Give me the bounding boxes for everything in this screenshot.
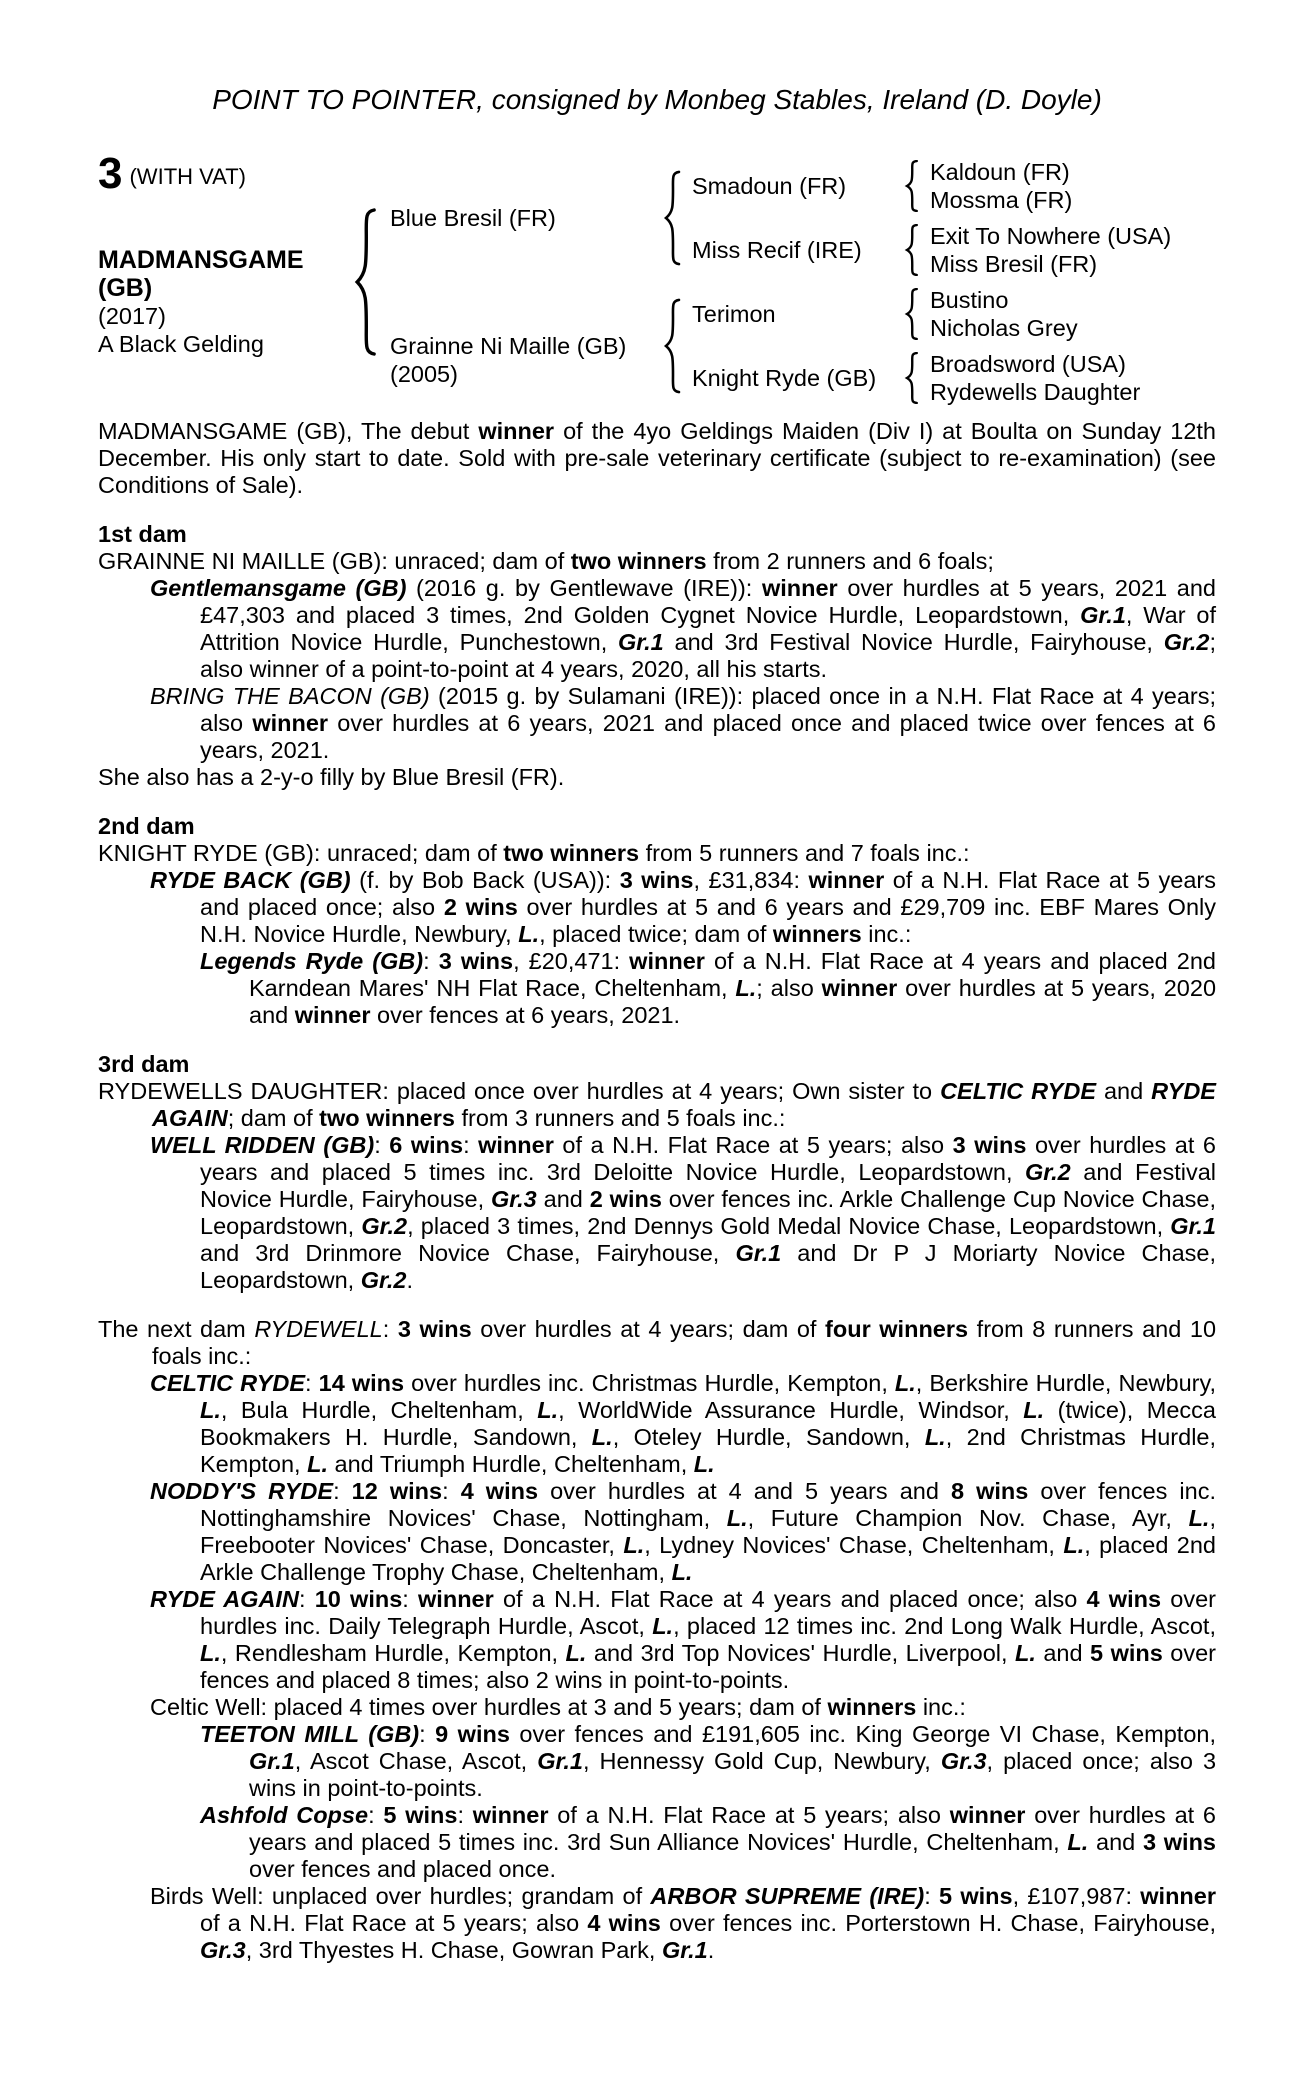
catalogue-paragraph: Ashfold Copse: 5 wins: winner of a N.H. Flat Race at 5 years; also winner over hurdles at 6 years and placed 5 times inc. 3rd Sun Alliance Novices' Hurdle, Cheltenham, L. and 3 wins over fences and placed once. (200, 1802, 1217, 1882)
catalogue-paragraph: RYDEWELLS DAUGHTER: placed once over hurdles at 4 years; Own sister to CELTIC RYDE and RYDE AGAIN; dam of two winners from 3 runners and 5 foals inc.: (98, 1078, 1216, 1131)
catalogue-paragraph: The next dam RYDEWELL: 3 wins over hurdles at 4 years; dam of four winners from 8 runners and 10 foals inc.: (98, 1316, 1217, 1369)
catalogue-paragraph: RYDE BACK (GB) (f. by Bob Back (USA)): 3 wins, £31,834: winner of a N.H. Flat Race at 5 years and placed once; also 2 wins over hurdles at 5 and 6 years and £29,709 inc. EBF Mares Only N.H. Novice Hurdle, Newbury, L., placed twice; dam of winners inc.: (150, 867, 1216, 947)
catalogue-paragraph: BRING THE BACON (GB) (2015 g. by Sulamani (IRE)): placed once in a N.H. Flat Race at 4 years; also winner over hurdles at 6 years, 2021 and placed once and placed twice over fences at 6 years, 2021. (150, 683, 1217, 763)
lot-block (98, 149, 246, 198)
catalogue-paragraph: Birds Well: unplaced over hurdles; grandam of ARBOR SUPREME (IRE): 5 wins, £107,987: winner of a N.H. Flat Race at 5 years; also 4 wins over fences inc. Porterstown H. Chase, Fairyhouse, Gr.3, 3rd Thyestes H. Chase, Gowran Park, Gr.1. (150, 1883, 1216, 1963)
pedigree-grandsire-maternal: Terimon (692, 301, 776, 327)
pedigree-ancestor: Bustino (930, 287, 1009, 313)
catalogue-paragraph: KNIGHT RYDE (GB): unraced; dam of two winners from 5 runners and 7 foals inc.: (98, 840, 970, 866)
catalogue-body (98, 418, 1216, 1964)
pedigree-sire: Blue Bresil (FR) (390, 205, 556, 231)
horse-name: MADMANSGAME (GB) (98, 246, 304, 302)
pedigree-ancestor: Mossma (FR) (930, 187, 1073, 213)
pedigree-dam-year: (2005) (390, 361, 458, 387)
horse-year: (2017) (98, 303, 166, 329)
sire-brace-icon (662, 170, 682, 266)
pedigree-ancestor: Broadsword (USA) (930, 351, 1126, 377)
pedigree-table (98, 150, 1216, 408)
great-grandparent-brace-icon (904, 160, 919, 212)
pedigree-grandsire-paternal: Smadoun (FR) (692, 173, 847, 199)
catalogue-paragraph: WELL RIDDEN (GB): 6 wins: winner of a N.H. Flat Race at 5 years; also 3 wins over hurdles at 6 years and placed 5 times inc. 3rd Deloitte Novice Hurdle, Leopardstown, Gr.2 and Festival Novice Hurdle, Fairyhouse, Gr.3 and 2 wins over fences inc. Arkle Challenge Cup Novice Chase, Leopardstown, Gr.2, placed 3 times, 2nd Dennys Gold Medal Novice Chase, Leopardstown, Gr.1 and 3rd Drinmore Novice Chase, Fairyhouse, Gr.1 and Dr P J Moriarty Novice Chase, Leopardstown, Gr.2. (150, 1132, 1216, 1293)
lot-number: 3 (98, 149, 123, 198)
catalogue-paragraph: RYDE AGAIN: 10 wins: winner of a N.H. Flat Race at 4 years and placed once; also 4 wins over hurdles inc. Daily Telegraph Hurdle, Ascot, L., placed 12 times inc. 2nd Long Walk Hurdle, Ascot, L., Rendlesham Hurdle, Kempton, L. and 3rd Top Novices' Hurdle, Liverpool, L. and 5 wins over fences and placed 8 times; also 2 wins in point-to-points. (150, 1586, 1216, 1693)
catalogue-paragraph: GRAINNE NI MAILLE (GB): unraced; dam of two winners from 2 runners and 6 foals; (98, 548, 994, 574)
pedigree-ancestor: Exit To Nowhere (USA) (930, 223, 1172, 249)
pedigree-great-grandparents-pair (930, 158, 1072, 214)
catalogue-paragraph: She also has a 2-y-o filly by Blue Bresil (FR). (98, 764, 565, 790)
great-grandparent-brace-icon (904, 224, 919, 276)
pedigree-ancestor: Rydewells Daughter (930, 379, 1141, 405)
pedigree-ancestor: Kaldoun (FR) (930, 159, 1070, 185)
vat-note: (WITH VAT) (129, 164, 246, 189)
horse-description: A Black Gelding (98, 331, 264, 357)
catalogue-paragraph: MADMANSGAME (GB), The debut winner of the 4yo Geldings Maiden (Div I) at Boulta on Sunday 12th December. His only start to date. Sold with pre-sale veterinary certificate (subject to re-examination) (see Conditions of Sale). (98, 418, 1217, 498)
dam-brace-icon (662, 298, 682, 394)
great-grandparent-brace-icon (904, 352, 919, 404)
pedigree-dam (390, 332, 626, 388)
catalogue-paragraph: Gentlemansgame (GB) (2016 g. by Gentlewave (IRE)): winner over hurdles at 5 years, 2021 and £47,303 and placed 3 times, 2nd Golden Cygnet Novice Hurdle, Leopardstown, Gr.1, War of Attrition Novice Hurdle, Punchestown, Gr.1 and 3rd Festival Novice Hurdle, Fairyhouse, Gr.2; also winner of a point-to-point at 4 years, 2020, all his starts. (150, 575, 1217, 682)
horse-block (98, 246, 338, 358)
catalogue-paragraph: CELTIC RYDE: 14 wins over hurdles inc. Christmas Hurdle, Kempton, L., Berkshire Hurdle, Newbury, L., Bula Hurdle, Cheltenham, L., WorldWide Assurance Hurdle, Windsor, L. (twice), Mecca Bookmakers H. Hurdle, Sandown, L., Oteley Hurdle, Sandown, L., 2nd Christmas Hurdle, Kempton, L. and Triumph Hurdle, Cheltenham, L. (150, 1370, 1217, 1477)
pedigree-granddam-maternal: Knight Ryde (GB) (692, 365, 877, 391)
pedigree-great-grandparents-pair (930, 350, 1140, 406)
pedigree-great-grandparents-pair (930, 222, 1171, 278)
catalogue-paragraph: Celtic Well: placed 4 times over hurdles at 3 and 5 years; dam of winners inc.: (150, 1694, 966, 1720)
catalogue-paragraph: NODDY'S RYDE: 12 wins: 4 wins over hurdles at 4 and 5 years and 8 wins over fences inc. Nottinghamshire Novices' Chase, Nottingham, L., Future Champion Nov. Chase, Ayr, L., Freebooter Novices' Chase, Doncaster, L., Lydney Novices' Chase, Cheltenham, L., placed 2nd Arkle Challenge Trophy Chase, Cheltenham, L. (150, 1478, 1217, 1585)
pedigree-dam-name: Grainne Ni Maille (GB) (390, 333, 627, 359)
pedigree-great-grandparents-pair (930, 286, 1078, 342)
dam-section-heading: 3rd dam (98, 1051, 190, 1077)
pedigree-ancestor: Nicholas Grey (930, 315, 1078, 341)
pedigree-granddam-paternal: Miss Recif (IRE) (692, 237, 862, 263)
great-grandparent-brace-icon (904, 288, 919, 340)
catalogue-paragraph: Legends Ryde (GB): 3 wins, £20,471: winner of a N.H. Flat Race at 4 years and placed 2nd Karndean Mares' NH Flat Race, Cheltenham, L.; also winner over hurdles at 5 years, 2020 and winner over fences at 6 years, 2021. (200, 948, 1217, 1028)
pedigree-main-brace-icon (352, 207, 378, 357)
pedigree-ancestor: Miss Bresil (FR) (930, 251, 1098, 277)
consignor-header: POINT TO POINTER, consigned by Monbeg Stables, Ireland (D. Doyle) (212, 84, 1102, 115)
dam-section-heading: 1st dam (98, 521, 187, 547)
dam-section-heading: 2nd dam (98, 813, 195, 839)
catalogue-paragraph: TEETON MILL (GB): 9 wins over fences and £191,605 inc. King George VI Chase, Kempton, Gr.1, Ascot Chase, Ascot, Gr.1, Hennessy Gold Cup, Newbury, Gr.3, placed once; also 3 wins in point-to-points. (200, 1721, 1217, 1801)
